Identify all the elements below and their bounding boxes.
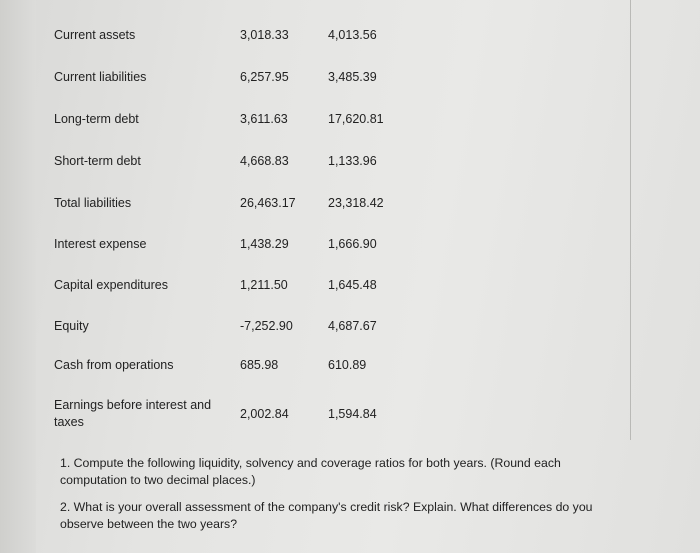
year1-value: 4,668.83 bbox=[240, 154, 289, 168]
question-2: 2. What is your overall assessment of the company's credit risk? Explain. What differences do you observe between the two years? bbox=[60, 500, 593, 531]
row-label: Total liabilities bbox=[54, 196, 132, 210]
row-label: Interest expense bbox=[54, 237, 147, 251]
row-label: Current assets bbox=[54, 28, 136, 42]
year2-value: 3,485.39 bbox=[328, 70, 377, 84]
row-label: Current liabilities bbox=[54, 70, 147, 84]
row-label: Capital expenditures bbox=[54, 278, 168, 292]
year2-value: 17,620.81 bbox=[328, 112, 384, 126]
year1-value: -7,252.90 bbox=[240, 319, 293, 333]
row-label: Equity bbox=[54, 319, 89, 333]
year1-value: 3,018.33 bbox=[240, 28, 289, 42]
year1-value: 6,257.95 bbox=[240, 70, 289, 84]
question-1: 1. Compute the following liquidity, solvency and coverage ratios for both years. (Round each computation to two decimal places.) bbox=[60, 456, 561, 487]
year2-value: 1,645.48 bbox=[328, 278, 377, 292]
year2-value: 1,594.84 bbox=[328, 407, 377, 421]
year2-value: 4,687.67 bbox=[328, 319, 377, 333]
year1-value: 685.98 bbox=[240, 358, 279, 372]
year2-value: 1,666.90 bbox=[328, 237, 377, 251]
row-label: Earnings before interest and taxes bbox=[54, 398, 212, 429]
row-label: Short-term debt bbox=[54, 154, 141, 168]
year1-value: 1,438.29 bbox=[240, 237, 289, 251]
year1-value: 26,463.17 bbox=[240, 196, 296, 210]
year2-value: 23,318.42 bbox=[328, 196, 384, 210]
page-left-margin bbox=[0, 0, 36, 553]
row-label: Long-term debt bbox=[54, 112, 139, 126]
row-label: Cash from operations bbox=[54, 358, 174, 372]
year2-value: 4,013.56 bbox=[328, 28, 377, 42]
year1-value: 1,211.50 bbox=[240, 278, 288, 292]
question-list bbox=[60, 455, 620, 543]
year2-value: 1,133.96 bbox=[328, 154, 377, 168]
financial-data-table bbox=[42, 0, 631, 440]
year1-value: 3,611.63 bbox=[240, 112, 288, 126]
year2-value: 610.89 bbox=[328, 358, 367, 372]
year1-value: 2,002.84 bbox=[240, 407, 289, 421]
